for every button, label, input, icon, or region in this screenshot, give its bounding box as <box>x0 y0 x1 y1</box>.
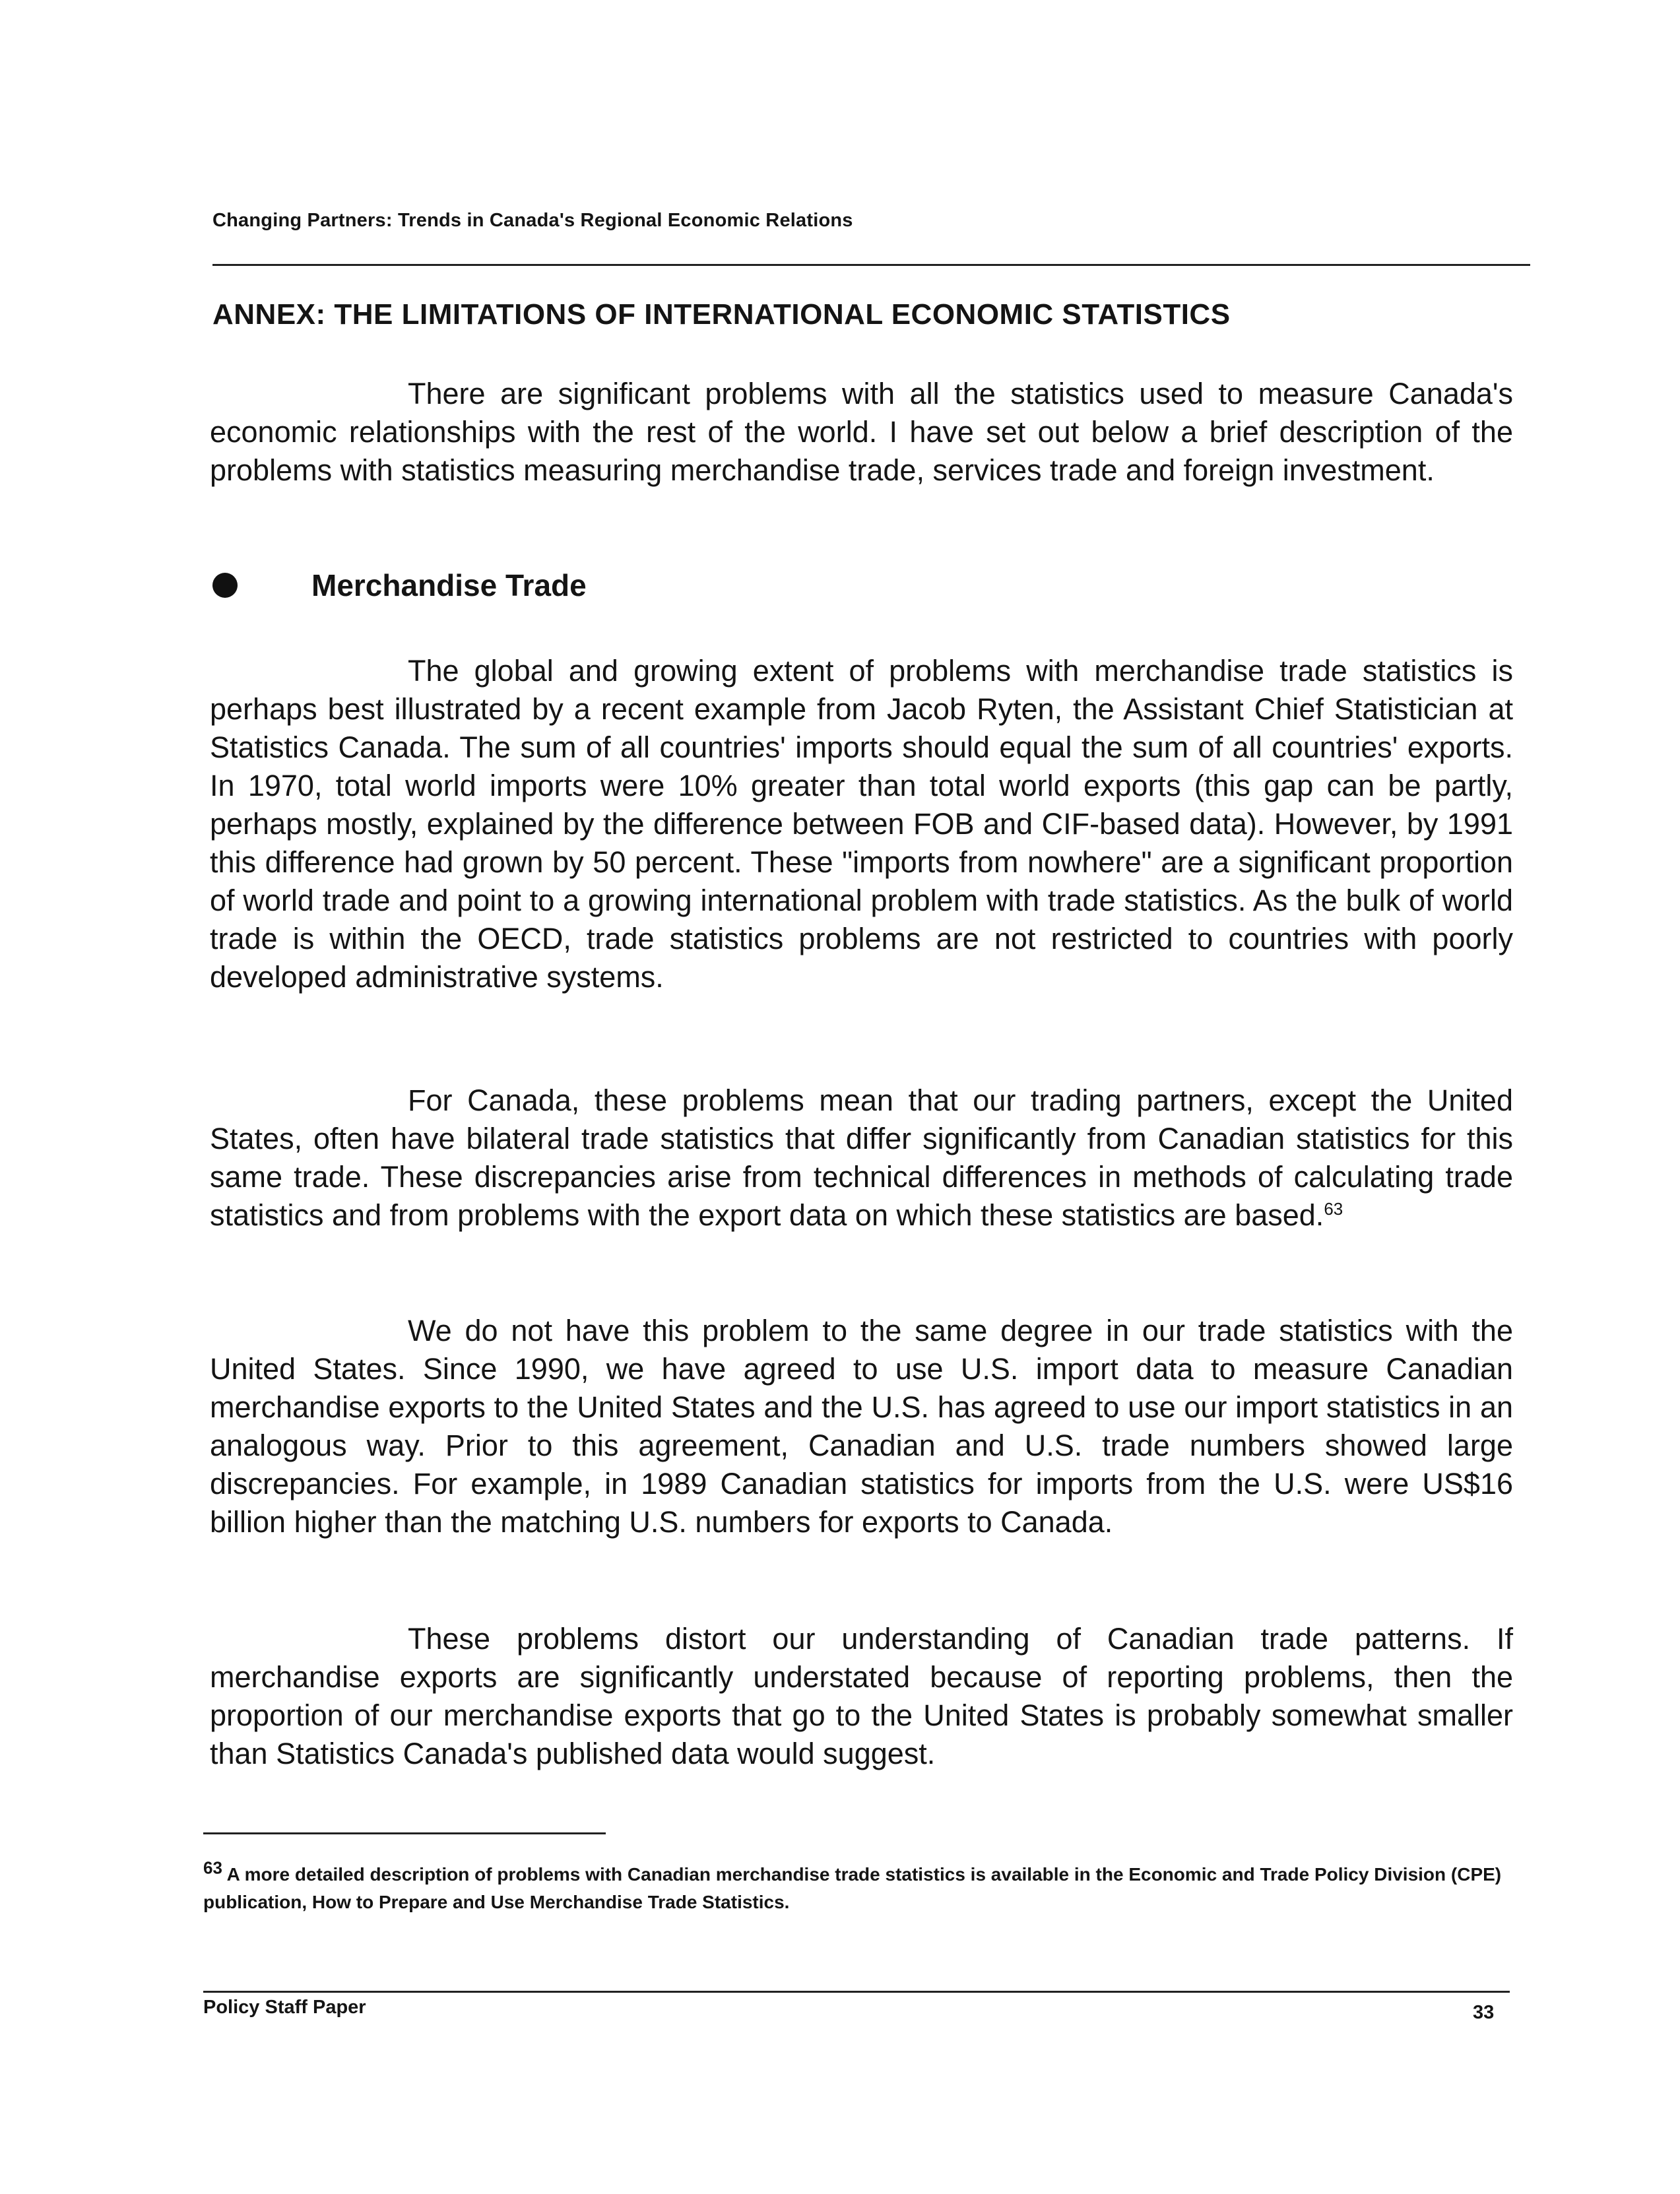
bullet-icon <box>212 573 238 598</box>
footnote-rule <box>203 1832 606 1834</box>
footnote-text: A more detailed description of problems with Canadian merchandise trade statistics is available in the Economic and Trade Policy Division (CPE) publication, How to Prepare and Use Merchandise Trade Statistics. <box>203 1864 1502 1912</box>
paragraph-2 <box>210 1081 1513 1235</box>
footnote-number: 63 <box>203 1857 222 1878</box>
section-heading-merchandise-trade <box>212 567 587 603</box>
running-header: Changing Partners: Trends in Canada's Regional Economic Relations <box>212 210 853 231</box>
section-heading-label: Merchandise Trade <box>311 568 587 602</box>
page-number: 33 <box>1473 2002 1495 2023</box>
footer-rule <box>203 1991 1510 1993</box>
paragraph-1: The global and growing extent of problems with merchandise trade statistics is perhaps best illustrated by a recent example from Jacob Ryten, the Assistant Chief Statistician at Statistics Canada. The sum of all countries' imports should equal the sum of all countries' exports. In 1970, total world imports were 10% greater than total world exports (this gap can be partly, perhaps mostly, explained by the difference between FOB and CIF-based data). However, by 1991 this difference had grown by 50 percent. These "imports from nowhere" are a significant proportion of world trade and point to a growing international problem with trade statistics. As the bulk of world trade is within the OECD, trade statistics problems are not restricted to countries with poorly developed administrative systems. <box>210 654 1513 994</box>
intro-paragraph: There are significant problems with all the statistics used to measure Canada's economic relationships with the rest of the world. I have set out below a brief description of the problems with statistics measuring merchandise trade, services trade and foreign investment. <box>210 377 1513 487</box>
paragraph-3: We do not have this problem to the same degree in our trade statistics with the United States. Since 1990, we have agreed to use U.S. import data to measure Canadian merchandise exports to the United States and the U.S. has agreed to use our import statistics in an analogous way. Prior to this agreement, Canadian and U.S. trade numbers showed large discrepancies. For example, in 1989 Canadian statistics for imports from the U.S. were US$16 billion higher than the matching U.S. numbers for exports to Canada. <box>210 1314 1513 1539</box>
footer-left-label: Policy Staff Paper <box>203 1997 366 2018</box>
footnote-reference: 63 <box>1324 1199 1343 1219</box>
annex-title: ANNEX: THE LIMITATIONS OF INTERNATIONAL ECONOMIC STATISTICS <box>212 298 1231 331</box>
footnote <box>203 1857 1536 1916</box>
header-rule <box>212 264 1530 266</box>
paragraph-4: These problems distort our understanding of Canadian trade patterns. If merchandise exports are significantly understated because of reporting problems, then the proportion of our merchandise exports that go to the United States is probably somewhat smaller than Statistics Canada's published data would suggest. <box>210 1622 1513 1770</box>
paragraph-2-text: For Canada, these problems mean that our trading partners, except the United States, often have bilateral trade statistics that differ significantly from Canadian statistics for this same trade. These discrepancies arise from technical differences in methods of calculating trade statistics and from problems with the export data on which these statistics are based. <box>210 1083 1513 1232</box>
